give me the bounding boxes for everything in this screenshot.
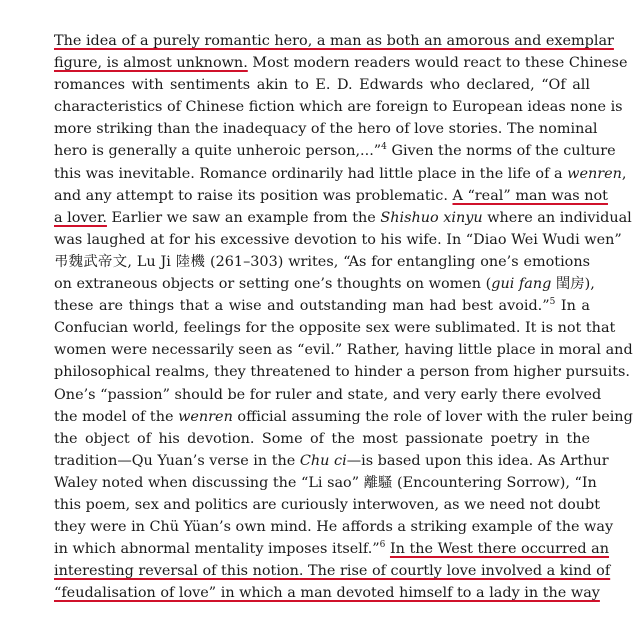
text-line xyxy=(54,361,630,383)
text-run: hero is generally a quite unheroic person,...” xyxy=(54,143,382,160)
text-line xyxy=(54,560,611,582)
text-run: Given the norms of the culture xyxy=(386,143,616,160)
text-line xyxy=(54,494,601,516)
text-run: Confucian world, feelings for the opposite sex were sublimated. It is not that xyxy=(54,320,616,337)
text-run: on extraneous objects or setting one’s thoughts on women ( xyxy=(54,276,492,293)
italic-term: wenren xyxy=(178,408,233,425)
text-run: Waley noted when discussing the “Li sao” 離騷 (Encountering Sorrow), “In xyxy=(54,474,597,491)
body-paragraph xyxy=(54,30,633,604)
text-run: this poem, sex and politics are curiously interwoven, as we need not doubt xyxy=(54,496,601,513)
text-run: they were in Chü Yüan’s own mind. He affords a striking example of the way xyxy=(54,519,614,536)
underlined-passage: In the West there occurred an xyxy=(389,541,610,558)
text-line xyxy=(54,140,616,162)
text-run: characteristics of Chinese fiction which are foreign to European ideas none is xyxy=(54,99,623,116)
text-line xyxy=(54,273,595,295)
text-line xyxy=(54,163,627,185)
text-run: tradition—Qu Yuan’s verse in the xyxy=(54,452,300,469)
text-run: this was inevitable. Romance ordinarily had little place in the life of a xyxy=(54,165,568,182)
text-line xyxy=(54,317,616,339)
text-run: 閨房), xyxy=(551,276,595,293)
underlined-passage: a lover. xyxy=(54,209,107,226)
text-line xyxy=(54,96,623,118)
underlined-passage: interesting reversal of this notion. The rise of courtly love involved a kind of xyxy=(54,563,611,580)
text-run: the object of his devotion. Some of the most passionate poetry in the xyxy=(54,430,590,447)
text-line xyxy=(54,251,590,273)
footnote-marker: 6 xyxy=(379,540,386,551)
underlined-passage: “feudalisation of love” in which a man devoted himself to a lady in the way xyxy=(54,585,600,602)
underlined-passage: figure, is almost unknown. xyxy=(54,55,248,72)
text-run: where an individual xyxy=(482,209,632,226)
italic-term: wenren xyxy=(567,165,622,182)
text-run: romances with sentiments akin to E. D. Edwards who declared, “Of all xyxy=(54,77,590,94)
text-line xyxy=(54,52,628,74)
text-run: official assuming the role of lover with the ruler being xyxy=(232,408,633,425)
italic-term: gui fang xyxy=(491,276,552,293)
underlined-passage: The idea of a purely romantic hero, a man as both an amorous and exemplar xyxy=(54,33,614,49)
text-line xyxy=(54,295,590,317)
text-line xyxy=(54,384,602,406)
text-line xyxy=(54,185,608,207)
text-run: In a xyxy=(555,298,590,315)
text-run: women were necessarily seen as “evil.” Rather, having little place in moral and xyxy=(54,342,633,359)
text-line xyxy=(54,582,600,604)
text-run: philosophical realms, they threatened to hinder a person from higher pursuits. xyxy=(54,364,630,381)
text-run: and any attempt to raise its position was problematic. xyxy=(54,187,453,204)
text-line xyxy=(54,30,614,52)
text-run: more striking than the inadequacy of the hero of love stories. The nominal xyxy=(54,121,598,138)
footnote-marker: 4 xyxy=(381,142,387,153)
text-run: Most modern readers would react to these Chinese xyxy=(247,55,628,72)
text-line xyxy=(54,207,632,229)
text-run: these are things that a wise and outstanding man had best avoid.” xyxy=(54,298,550,315)
text-line xyxy=(54,339,633,361)
text-line xyxy=(54,516,614,538)
text-line xyxy=(54,472,597,494)
italic-term: Shishuo xinyu xyxy=(380,209,483,226)
text-line xyxy=(54,118,598,140)
text-run: 弔魏武帝文, Lu Ji 陸機 (261–303) writes, “As for entangling one’s emotions xyxy=(54,253,590,270)
footnote-marker: 5 xyxy=(549,297,556,308)
text-run: the model of the xyxy=(54,408,179,425)
text-line xyxy=(54,74,590,96)
text-line xyxy=(54,229,622,251)
text-run: , xyxy=(621,165,627,182)
italic-term: Chu ci xyxy=(299,452,347,469)
text-line xyxy=(54,428,590,450)
text-run: Earlier we saw an example from the xyxy=(106,209,381,226)
text-line xyxy=(54,406,633,428)
underlined-passage: A “real” man was not xyxy=(452,187,608,204)
text-line xyxy=(54,450,609,472)
text-line xyxy=(54,538,610,560)
text-run: —is based upon this idea. As Arthur xyxy=(346,452,609,469)
text-run: One’s “passion” should be for ruler and state, and very early there evolved xyxy=(54,386,602,403)
text-run: was laughed at for his excessive devotion to his wife. In “Diao Wei Wudi wen” xyxy=(54,231,622,248)
text-run: in which abnormal mentality imposes itself.” xyxy=(54,541,380,558)
